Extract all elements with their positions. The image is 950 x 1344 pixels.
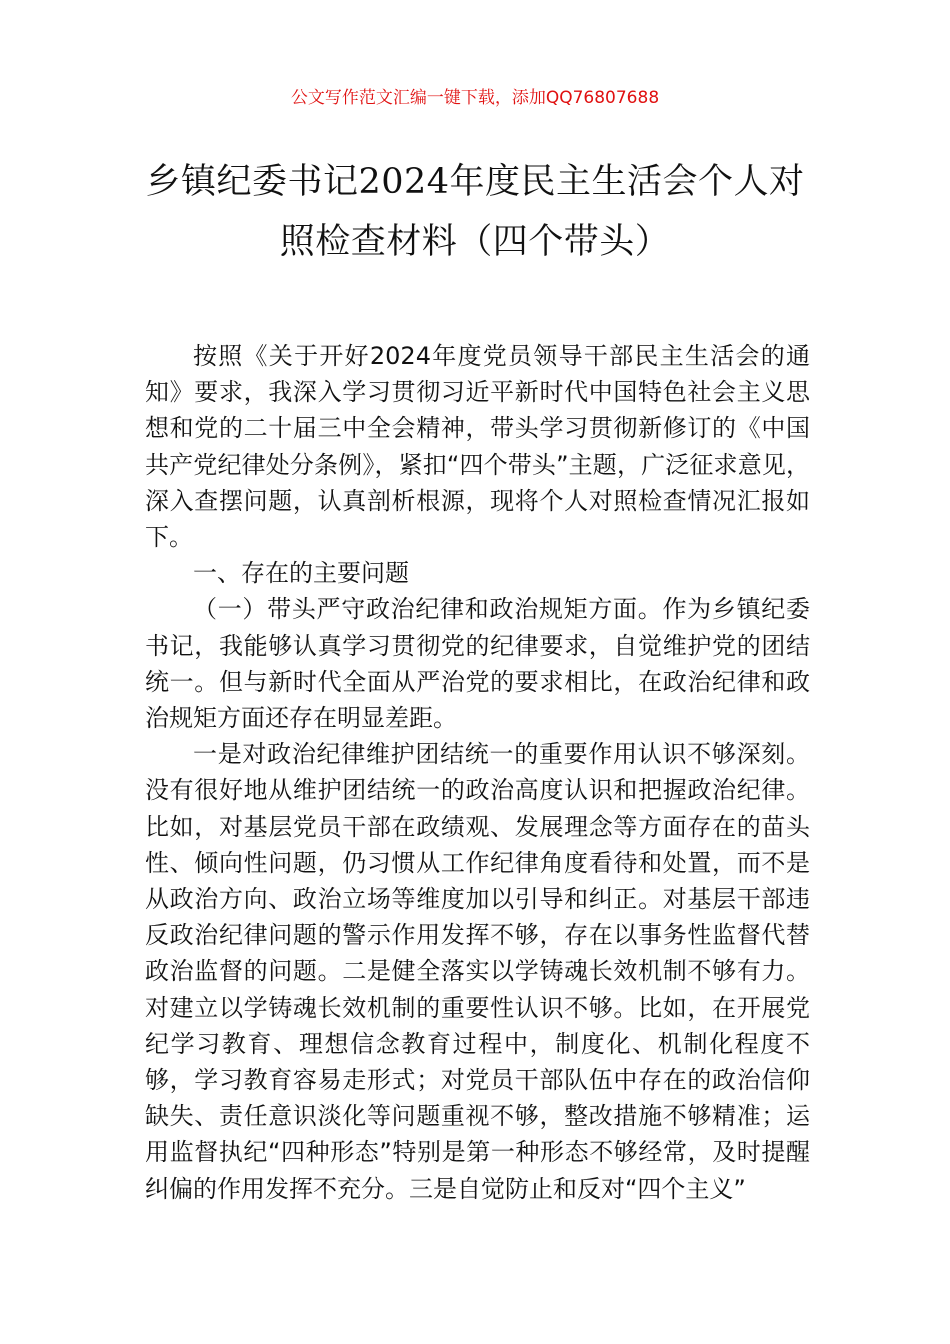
title-line-2: 照检查材料（四个带头） [279,222,671,262]
paragraph-subsection-1: （一）带头严守政治纪律和政治规矩方面。作为乡镇纪委书记，我能够认真学习贯彻党的纪律要求，自觉维护党的团结统一。但与新时代全面从严治党的要求相比，在政治纪律和政治规矩方面还存在明显差距。 [145,595,810,733]
paragraph-intro: 按照《关于开好2024年度党员领导干部民主生活会的通知》要求，我深入学习贯彻习近平新时代中国特色社会主义思想和党的二十届三中全会精神，带头学习贯彻新修订的《中国共产党纪律处分条例》，紧扣“四个带头”主题，广泛征求意见，深入查摆问题，认真剖析根源，现将个人对照检查情况汇报如下。 [145,342,810,552]
section-heading: 一、存在的主要问题 [193,559,409,588]
header-banner: 公文写作范文汇编一键下载，添加QQ76807688 [290,88,660,108]
document-title [100,152,850,272]
document-body [145,338,810,1207]
paragraph-problems: 一是对政治纪律维护团结统一的重要作用认识不够深刻。没有很好地从维护团结统一的政治高度认识和把握政治纪律。比如，对基层党员干部在政绩观、发展理念等方面存在的苗头性、倾向性问题，仍习惯从工作纪律角度看待和处置，而不是从政治方向、政治立场等维度加以引导和纠正。对基层干部违反政治纪律问题的警示作用发挥不够，存在以事务性监督代替政治监督的问题。二是健全落实以学铸魂长效机制不够有力。对建立以学铸魂长效机制的重要性认识不够。比如，在开展党纪学习教育、理想信念教育过程中，制度化、机制化程度不够，学习教育容易走形式；对党员干部队伍中存在的政治信仰缺失、责任意识淡化等问题重视不够，整改措施不够精准；运用监督执纪“四种形态”特别是第一种形态不够经常，及时提醒纠偏的作用发挥不充分。三是自觉防止和反对“四个主义” [145,740,810,1203]
title-line-1: 乡镇纪委书记2024年度民主生活会个人对 [145,162,805,202]
